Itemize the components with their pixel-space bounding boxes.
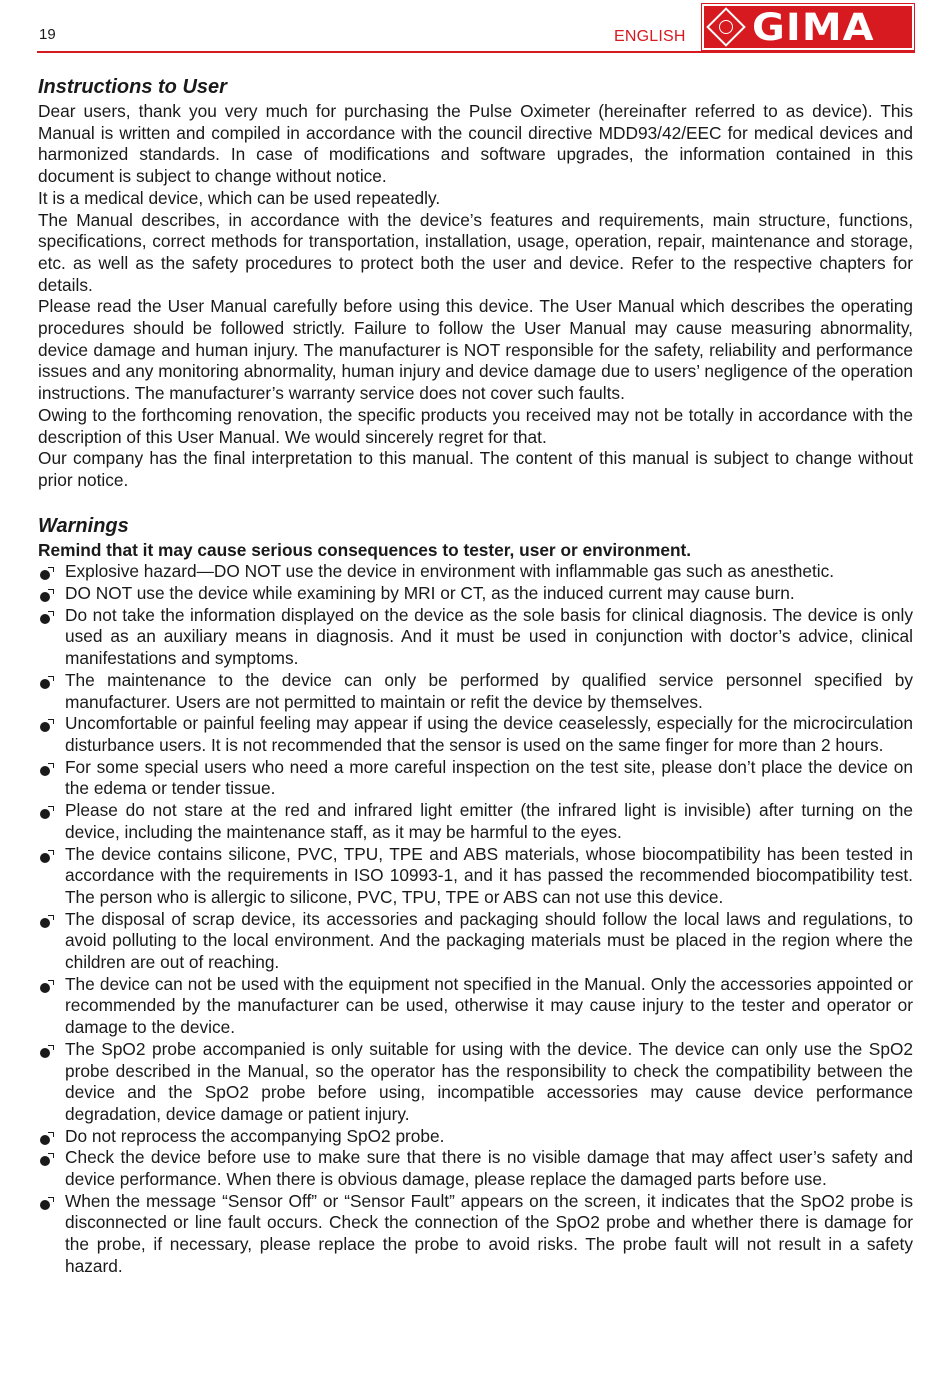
warning-text: The device contains silicone, PVC, TPU, TPE and ABS materials, whose biocompatibility has been tested in accordance with the requirements in ISO 10993-1, and it has passed the recommended biocompatibility test. The person who is allergic to silicone, PVC, TPU, TPE or ABS can not use this device. — [65, 843, 913, 907]
bomb-icon — [40, 806, 54, 819]
warning-item — [38, 561, 913, 583]
warnings-intro: Remind that it may cause serious consequences to tester, user or environment. — [38, 539, 692, 560]
bomb-icon — [40, 1132, 54, 1145]
warning-item — [38, 713, 913, 756]
instructions-paragraph: Please read the User Manual carefully before using this device. The User Manual which describes the operating procedures should be followed strictly. Failure to follow the User Manual may cause measuring abnormality, device damage and human injury. The manufacturer is NOT responsible for the safety, reliability and performance issues and any monitoring abnormality, human injury and device damage due to users’ negligence of the operation instructions. The manufacturer’s warranty service does not cover such faults. — [38, 296, 913, 404]
warning-item — [38, 757, 913, 800]
warning-item — [38, 909, 913, 974]
instructions-paragraph: Dear users, thank you very much for purchasing the Pulse Oximeter (hereinafter referred to as device). This Manual is written and compiled in accordance with the council directive MDD93/42/EEC for medical devices and harmonized standards. In case of modifications and software upgrades, the information contained in this document is subject to change without notice. — [38, 101, 913, 187]
bomb-icon — [40, 1045, 54, 1058]
gima-diamond-emblem-icon — [706, 7, 746, 47]
bomb-icon — [40, 1197, 54, 1210]
warning-text: Check the device before use to make sure that there is no visible damage that may affect user’s safety and device performance. When there is obvious damage, please replace the damaged parts before use. — [65, 1147, 913, 1190]
warning-item — [38, 1191, 913, 1278]
bomb-icon — [40, 980, 54, 993]
language-label: ENGLISH — [614, 28, 686, 45]
instructions-paragraph: Our company has the final interpretation to this manual. The content of this manual is subject to change without prior notice. — [38, 448, 913, 490]
header-divider — [37, 51, 915, 53]
warning-item — [38, 1039, 913, 1126]
warning-item — [38, 800, 913, 843]
bomb-icon — [40, 611, 54, 624]
logo-text: GIMA — [752, 6, 875, 49]
warning-text: Do not take the information displayed on the device as the sole basis for clinical diagnosis. The device is only used as an auxiliary means in diagnosis. And it must be used in conjunction with doctor’s advice, clinical manifestations and symptoms. — [65, 604, 913, 669]
warning-item — [38, 844, 913, 909]
instructions-title: Instructions to User — [38, 76, 227, 98]
warning-text: Explosive hazard—DO NOT use the device in environment with inflammable gas such as anesthetic. — [65, 561, 835, 582]
section-spacer — [38, 492, 913, 513]
warning-text: Uncomfortable or painful feeling may appear if using the device ceaselessly, especially for the microcirculation disturbance users. It is not recommended that the sensor is used on the same finger for more than 2 hours. — [65, 713, 913, 755]
warning-item — [38, 1147, 913, 1190]
bomb-icon — [40, 850, 54, 863]
warnings-title: Warnings — [38, 514, 129, 537]
bomb-icon — [40, 567, 54, 580]
warning-item — [38, 583, 913, 605]
warning-item — [38, 605, 913, 670]
warnings-list — [38, 561, 913, 1277]
warning-text: Please do not stare at the red and infrared light emitter (the infrared light is invisible) after turning on the device, including the maintenance staff, as it may be harmful to the eyes. — [65, 800, 913, 842]
bomb-icon — [40, 915, 54, 928]
warning-text: DO NOT use the device while examining by MRI or CT, as the induced current may cause burn. — [65, 583, 795, 604]
page-header — [0, 0, 950, 60]
warning-item — [38, 1126, 913, 1148]
warning-text: The disposal of scrap device, its accessories and packaging should follow the local laws and regulations, to avoid polluting to the local environment. And the packaging materials must be placed in the region where the children are out of reaching. — [65, 908, 913, 973]
warning-item — [38, 670, 913, 713]
bomb-icon — [40, 676, 54, 689]
warning-text: The maintenance to the device can only be performed by qualified service personnel specified by manufacturer. Users are not permitted to maintain or refit the device by themselves. — [65, 669, 913, 712]
warning-item — [38, 974, 913, 1039]
instructions-paragraph: The Manual describes, in accordance with the device’s features and requirements, main structure, functions, specifications, correct methods for transportation, installation, usage, operation, repair, maintenance and storage, etc. as well as the safety procedures to protect both the user and device. Refer to the respective chapters for details. — [38, 209, 913, 295]
page-number: 19 — [39, 26, 56, 43]
gima-logo — [702, 4, 914, 50]
bomb-icon — [40, 589, 54, 602]
instructions-paragraph: It is a medical device, which can be used repeatedly. — [38, 187, 441, 208]
bomb-icon — [40, 763, 54, 776]
bomb-icon — [40, 719, 54, 732]
warning-text: The device can not be used with the equipment not specified in the Manual. Only the accessories appointed or recommended by the manufacturer can be used, otherwise it may cause injury to the tester and operator or damage to the device. — [65, 973, 913, 1038]
bomb-icon — [40, 1153, 54, 1166]
warning-text: When the message “Sensor Off” or “Sensor Fault” appears on the screen, it indicates that the SpO2 probe is disconnected or line fault occurs. Check the connection of the SpO2 probe and whether there is damage for the probe, if necessary, please replace the probe to avoid risks. The probe fault will not result in a safety hazard. — [65, 1190, 913, 1276]
instructions-section — [38, 74, 913, 492]
warnings-section — [38, 513, 913, 1278]
page-content — [38, 74, 913, 1278]
warning-text: For some special users who need a more careful inspection on the test site, please don’t place the device on the edema or tender tissue. — [65, 756, 913, 799]
instructions-paragraph: Owing to the forthcoming renovation, the specific products you received may not be totally in accordance with the description of this User Manual. We would sincerely regret for that. — [38, 404, 913, 447]
warning-text: The SpO2 probe accompanied is only suitable for using with the device. The device can only use the SpO2 probe described in the Manual, so the operator has the responsibility to check the compatibility between the device and the SpO2 probe before using, incompatible accessories may cause device performance degradation, device damage or patient injury. — [65, 1038, 913, 1124]
warning-text: Do not reprocess the accompanying SpO2 probe. — [65, 1125, 445, 1146]
